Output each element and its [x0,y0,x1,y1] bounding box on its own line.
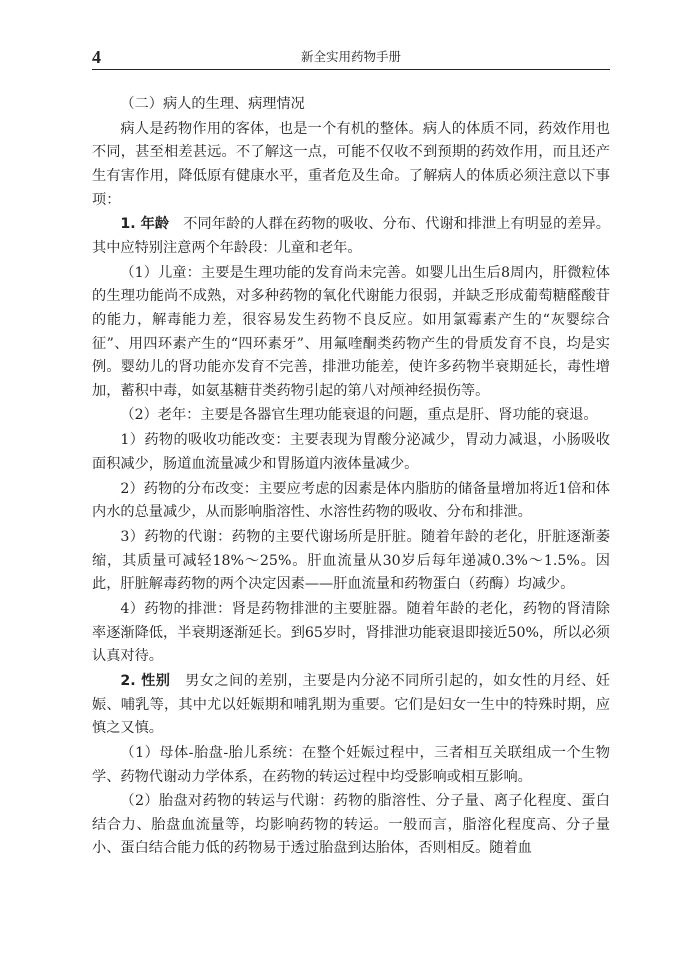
page-number: 4 [92,47,101,67]
section-heading: （二）病人的生理、病理情况 [120,96,305,112]
subheading-age: 1. 年龄 [120,216,170,233]
paragraph-excretion: 4）药物的排泄：肾是药物排泄的主要脏器。随着年龄的老化，药物的肾清除率逐渐降低，半衰期逐渐延长。到65岁时，肾排泄功能衰退即接近50%，所以必须认真对待。 [92,600,610,665]
paragraph-age: 1. 年龄 不同年龄的人群在药物的吸收、分布、代谢和排泄上有明显的差异。其中应特别注意两个年龄段：儿童和老年。 [92,216,610,256]
page-header [92,44,610,70]
paragraph-metabolism: 3）药物的代谢：药物的主要代谢场所是肝脏。随着年龄的老化，肝脏逐渐萎缩，其质量可减轻18%～25%。肝血流量从30岁后每年递减0.3%～1.5%。因此，肝脏解毒药物的两个决定因素——肝血流量和药物蛋白（药酶）均减少。 [92,529,610,593]
page-body [92,93,610,861]
header-rule [92,69,610,70]
paragraph-sex: 2. 性别 男女之间的差别，主要是内分泌不同所引起的，如女性的月经、妊娠、哺乳等，其中尤以妊娠期和哺乳期为重要。它们是妇女一生中的特殊时期，应慎之又慎。 [92,672,610,737]
paragraph-placenta: （2）胎盘对药物的转运与代谢：药物的脂溶性、分子量、离子化程度、蛋白结合力、胎盘血流量等，均影响药物的转运。一般而言，脂溶化程度高、分子量小、蛋白结合能力低的药物易于透过胎盘到达胎体，否则相反。随着血 [92,793,610,857]
paragraph-distribution: 2）药物的分布改变：主要应考虑的因素是体内脂肪的储备量增加将近1倍和体内水的总量减少，从而影响脂溶性、水溶性药物的吸收、分布和排泄。 [92,480,610,521]
running-title: 新全实用药物手册 [300,49,401,64]
paragraph-elderly: （2）老年：主要是各器官生理功能衰退的问题，重点是肝、肾功能的衰退。 [120,407,598,424]
paragraph-absorption: 1）药物的吸收功能改变：主要表现为胃酸分泌减少，胃动力减退，小肠吸收面积减少，肠道血流量减少和胃肠道内液体量减少。 [92,432,610,472]
subheading-sex: 2. 性别 [120,672,171,689]
paragraph-intro: 病人是药物作用的客体，也是一个有机的整体。病人的体质不同，药效作用也不同，甚至相差甚远。不了解这一点，可能不仅收不到预期的药效作用，而且还产生有害作用，降低原有健康水平，重者危及生命。了解病人的体质必须注意以下事项： [92,120,610,208]
paragraph-children: （1）儿童：主要是生理功能的发育尚未完善。如婴儿出生后8周内，肝微粒体的生理功能尚不成熟，对多种药物的氧化代谢能力很弱，并缺乏形成葡萄糖醛酸苷的能力，解毒能力差，很容易发生药物不良反应。如用氯霉素产生的“灰婴综合征”、用四环素产生的“四环素牙”、用氟喹酮类药物产生的骨质发育不良，均是实例。婴幼儿的肾功能亦发育不完善，排泄功能差，使许多药物半衰期延长，毒性增加，蓄积中毒，如氨基糖苷类药物引起的第八对颅神经损伤等。 [92,264,610,399]
paragraph-maternal-system: （1）母体-胎盘-胎儿系统：在整个妊娠过程中，三者相互关联组成一个生物学、药物代谢动力学体系，在药物的转运过程中均受影响或相互影响。 [92,744,610,785]
